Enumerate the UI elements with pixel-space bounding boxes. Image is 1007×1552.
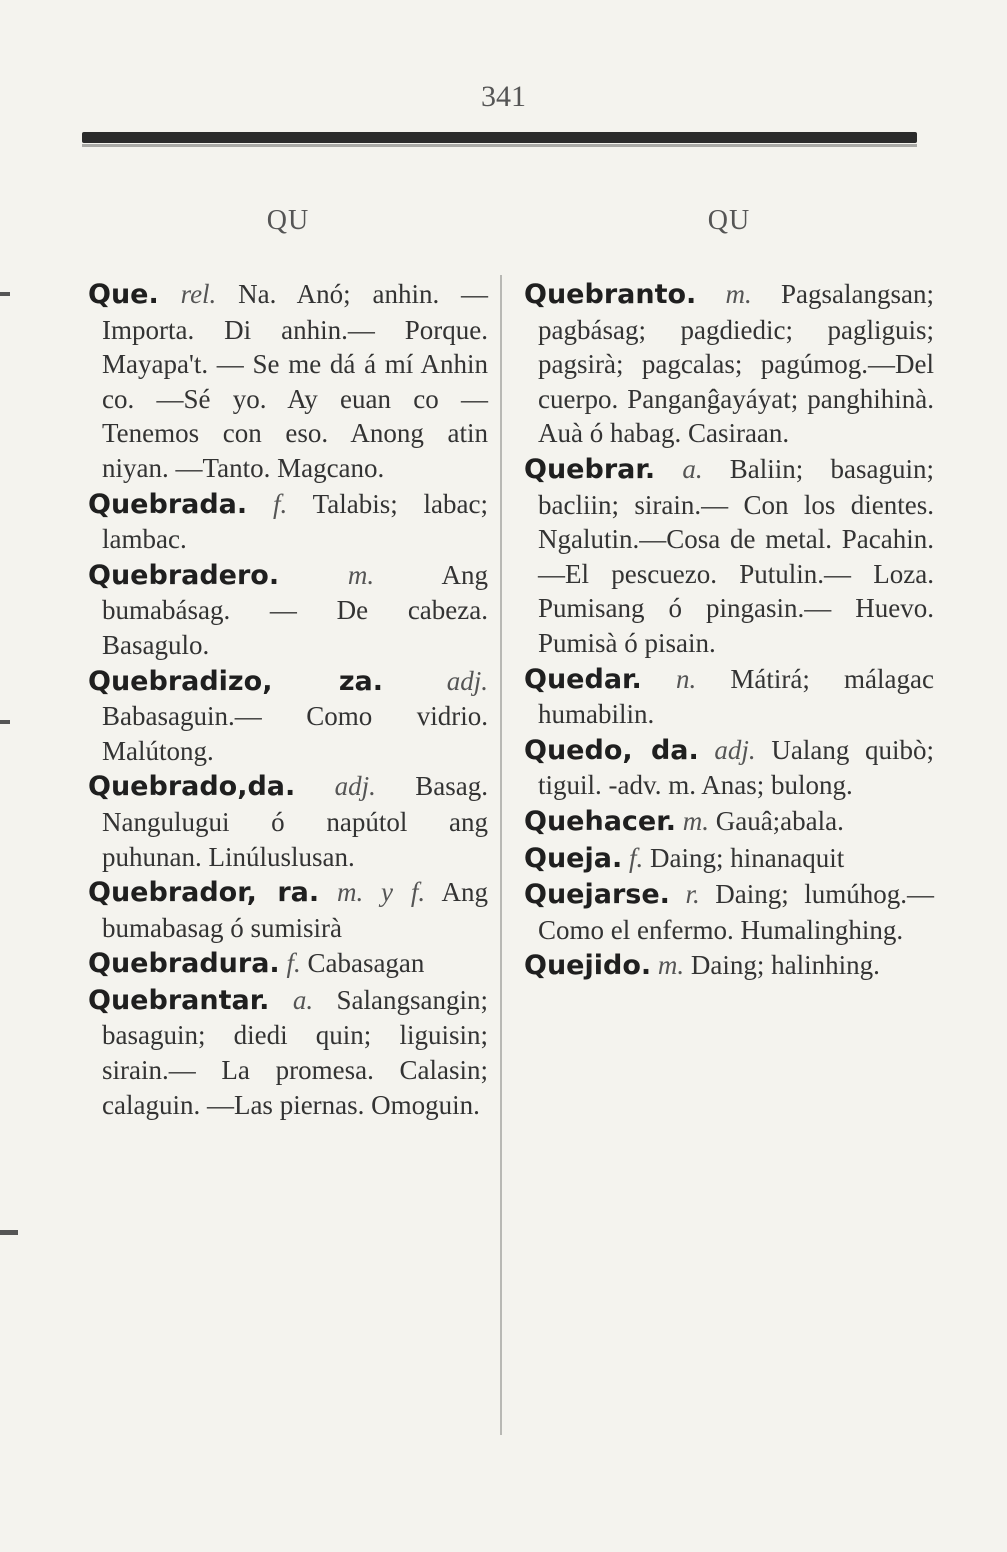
entry-definition: Ualang quibò; tiguil. -adv. m. Anas; bulong. bbox=[538, 734, 934, 801]
entry-headword: Quedo, da. bbox=[524, 734, 699, 766]
entry-grammar: a. bbox=[682, 453, 703, 484]
entry-headword: Quebrar. bbox=[524, 453, 656, 485]
dictionary-entry bbox=[524, 452, 934, 661]
entry-headword: Quehacer. bbox=[524, 805, 676, 837]
entry-headword: Que. bbox=[88, 279, 159, 310]
entry-definition: Daing; lumúhog.—Como el enfermo. Humalinghing. bbox=[538, 879, 935, 945]
dictionary-entry bbox=[88, 946, 488, 982]
entry-headword: Quebradizo, za. bbox=[88, 665, 384, 697]
entry-grammar: m. bbox=[347, 559, 375, 590]
dictionary-entry bbox=[524, 948, 934, 984]
entry-definition: Daing; halinhing. bbox=[690, 950, 880, 981]
dictionary-entry bbox=[524, 877, 934, 947]
entry-grammar: adj. bbox=[446, 665, 488, 696]
entry-definition: Pagsalangsan; pagbásag; pagdiedic; pagliguis; pagsirà; pagcalas; pagúmog.—Del cuerpo. Panganĝayáyat; panghihinà. Auà ó habag. Casiraan. bbox=[538, 279, 934, 449]
dictionary-entry bbox=[524, 841, 934, 877]
entry-grammar: n. bbox=[675, 663, 697, 694]
entry-definition: Ang bumabásag. — De cabeza. Basagulo. bbox=[102, 559, 488, 660]
entry-headword: Quebrada. bbox=[88, 488, 248, 520]
entry-headword: Quebrado,da. bbox=[88, 771, 296, 803]
dictionary-entry bbox=[88, 769, 488, 874]
margin-mark bbox=[0, 1230, 18, 1235]
entry-grammar: f. bbox=[286, 948, 301, 979]
entry-definition: Baliin; basaguin; bacliin; sirain.— Con los dientes. Ngalutin.—Cosa de metal. Pacahin.—El pescuezo. Putulin.— Loza. Pumisang ó pingasin.— Huevo. Pumisà ó pisain. bbox=[538, 453, 935, 658]
dictionary-entry bbox=[524, 662, 934, 732]
dictionary-entry bbox=[88, 983, 488, 1122]
entry-list bbox=[88, 277, 488, 1122]
dictionary-entry bbox=[524, 804, 934, 840]
dictionary-entry bbox=[524, 277, 934, 451]
entry-headword: Quejarse. bbox=[524, 879, 670, 911]
column-divider bbox=[500, 275, 502, 1435]
dictionary-entry bbox=[88, 664, 488, 769]
entry-definition: Cabasagan bbox=[307, 948, 425, 979]
right-column bbox=[524, 205, 934, 985]
left-column bbox=[88, 205, 488, 1123]
entry-definition: Gauâ;abala. bbox=[715, 805, 844, 836]
entry-grammar: rel. bbox=[180, 279, 217, 309]
entry-definition: Na. Anó; anhin. —Importa. Di anhin.— Porque. Mayapa't. — Se me dá á mí Anhin co. —Sé yo. Ay euan co — Tenemos con eso. Anong atin niyan. —Tanto. Magcano. bbox=[102, 279, 489, 483]
column-heading: QU bbox=[707, 205, 751, 236]
column-heading: QU bbox=[266, 205, 310, 236]
entry-grammar: f. bbox=[273, 488, 288, 519]
entry-grammar: adj. bbox=[334, 771, 376, 802]
dictionary-entry bbox=[88, 487, 488, 557]
dictionary-entry bbox=[88, 558, 488, 663]
entry-headword: Quebradura. bbox=[88, 948, 280, 980]
entry-grammar: m. bbox=[682, 805, 709, 836]
entry-definition: Ang bumabasag ó sumisirà bbox=[102, 877, 488, 943]
entry-grammar: m. bbox=[657, 950, 685, 981]
entry-definition: Daing; hinanaquit bbox=[649, 842, 845, 873]
entry-definition: Talabis; labac; lambac. bbox=[102, 488, 489, 555]
dictionary-entry bbox=[88, 277, 488, 486]
entry-grammar: r. bbox=[685, 879, 700, 910]
entry-definition: Mátirá; málagac humabilin. bbox=[538, 663, 934, 730]
page-number: 341 bbox=[481, 80, 526, 113]
entry-grammar: f. bbox=[628, 842, 644, 873]
entry-definition: Basag. Nangulugui ó napútol ang puhunan. Linúluslusan. bbox=[102, 771, 489, 872]
entry-grammar: adj. bbox=[714, 734, 756, 765]
header-rule-shadow bbox=[82, 144, 917, 147]
dictionary-entry bbox=[88, 875, 488, 945]
entry-grammar: m. y f. bbox=[336, 877, 426, 908]
margin-mark bbox=[0, 292, 10, 296]
entry-list bbox=[524, 277, 934, 984]
entry-definition: Babasaguin.— Como vidrio. Malútong. bbox=[102, 701, 488, 766]
entry-headword: Quebrantar. bbox=[88, 984, 270, 1016]
entry-headword: Quebranto. bbox=[524, 279, 697, 310]
margin-mark bbox=[0, 720, 10, 724]
dictionary-entry bbox=[524, 733, 934, 803]
entry-headword: Quebradero. bbox=[88, 559, 280, 591]
entry-grammar: m. bbox=[725, 279, 752, 309]
entry-headword: Quedar. bbox=[524, 663, 642, 695]
entry-headword: Quebrador, ra. bbox=[88, 877, 320, 909]
header-rule bbox=[82, 132, 917, 143]
entry-headword: Quejido. bbox=[524, 950, 652, 982]
entry-definition: Salangsangin; basaguin; diedi quin; liguisin; sirain.— La promesa. Calasin; calaguin. —Las piernas. Omoguin. bbox=[102, 984, 488, 1120]
entry-headword: Queja. bbox=[524, 842, 623, 874]
entry-grammar: a. bbox=[292, 984, 314, 1015]
